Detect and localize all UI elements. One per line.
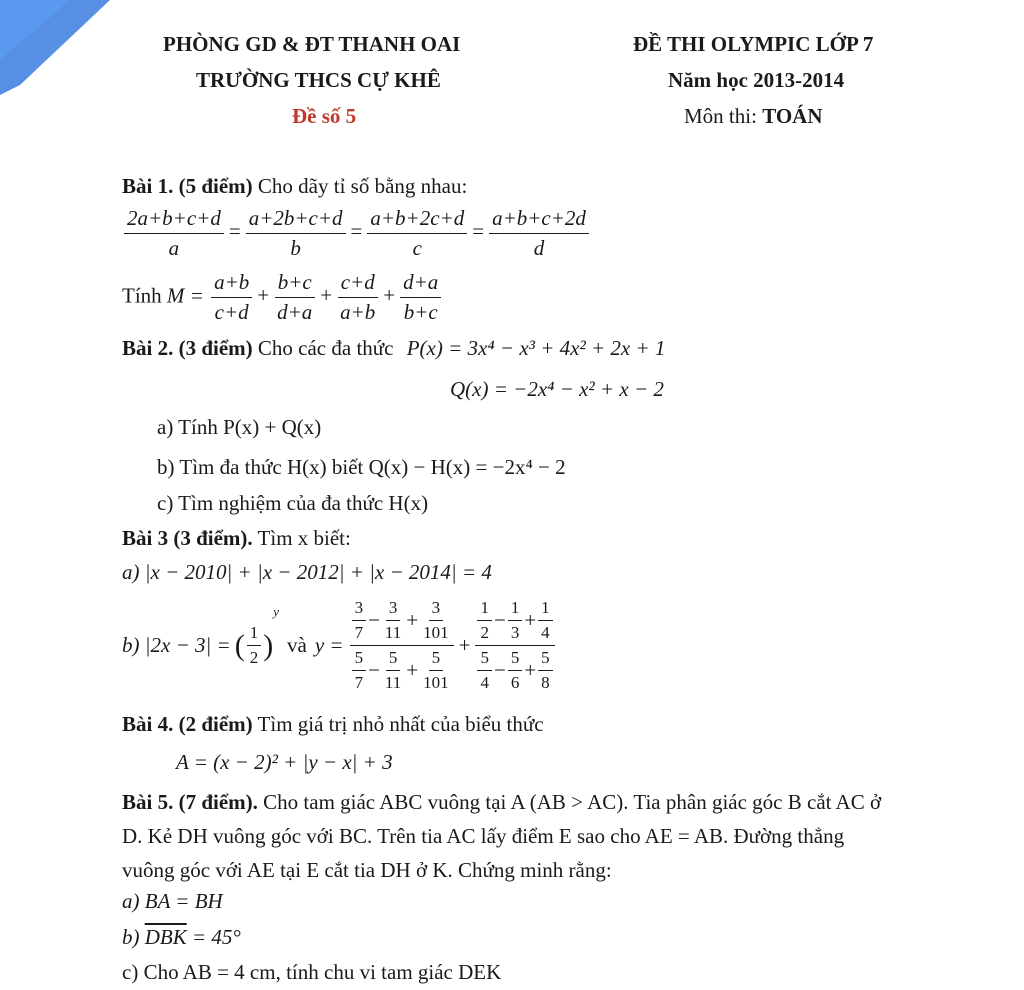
n: 5 [508,648,523,671]
part-b-rest: = 45° [186,925,241,949]
n: 1 [538,598,553,621]
compound-fraction-2: $\frac{1}{2}$ − $\frac{1}{3}$ + $\frac{1}{4}$ $\frac{5}{4}$ − $\frac{5}{6}$ + $\frac{5}{8}$ [475,598,554,693]
n: 3 [429,598,444,621]
school-dept: PHÒNG GD & ĐT THANH OAI [163,32,461,56]
bai3-part-a: a) |x − 2010| + |x − 2012| + |x − 2014| = 4 [122,560,492,584]
polynomial-q: Q(x) = −2x⁴ − x² + x − 2 [450,377,664,401]
bai3-heading [122,526,351,551]
bai2-title: Bài 2. (3 điểm) [122,336,253,360]
bai4-expression: A = (x − 2)² + |y − x| + 3 [176,750,393,774]
d: 7 [354,623,364,642]
frac-num: a+2b+c+d [246,206,346,234]
frac-num: a+b [211,270,252,298]
bai5-line3: vuông góc với AE tại E cắt tia DH ở K. Chứng minh rằng: [122,858,612,882]
d: 11 [384,623,402,642]
corner-decoration [0,0,130,100]
frac-den: d+a [277,300,313,324]
bai3-part-b: b) |2x − 3| = ( $\frac{1}{2}$ ) y và y = $\frac{3}{7}$ − $\frac{3}{11}$ + $\frac{3}{101}$ $\frac{5}{7}$ − $\frac{5}{11}$ + $\frac{5}{101}$ + $\frac{1}{2}$ − $\frac{1}{3}$ + $\frac{1}{4}$ $\frac{5}{4}$ − $\frac{5}{6}$ + $\frac{5}{8}$ [122,598,557,693]
n: 1 [477,598,492,621]
n: 3 [352,598,367,621]
frac-num: d+a [400,270,441,298]
compound-fraction-1: $\frac{3}{7}$ − $\frac{3}{11}$ + $\frac{3}{101}$ $\frac{5}{7}$ − $\frac{5}{11}$ + $\frac{5}{101}$ [350,598,454,693]
n: 5 [477,648,492,671]
d: 101 [423,673,449,692]
bai1-text: Cho dãy tỉ số bằng nhau: [252,174,468,198]
tinh-label: Tính [122,283,162,308]
m-label: M = [166,283,204,308]
d: 4 [480,673,489,692]
bai5-part-c: c) Cho AB = 4 cm, tính chu vi tam giác DEK [122,960,502,984]
frac-den: b+c [403,300,438,324]
bai4-title: Bài 4. (2 điểm) [122,712,253,736]
va-label: và [286,633,307,657]
bai5-line1 [122,790,881,815]
frac-den: c [412,236,422,260]
frac-num: 2a+b+c+d [124,206,224,234]
school-name: TRƯỜNG THCS CỰ KHÊ [196,68,441,92]
d: 101 [423,623,449,642]
half-den: 2 [249,648,259,667]
part-b-prefix: b) [122,925,145,949]
bai5-line2: D. Kẻ DH vuông góc với BC. Trên tia AC lấy điểm E sao cho AE = AB. Đường thẳng [122,824,845,848]
bai5-part-b [122,925,241,950]
bai2-heading [122,336,665,361]
d: 7 [354,673,364,692]
bai4-heading [122,712,544,737]
exam-number: Đề số 5 [292,104,357,128]
d: 3 [510,623,520,642]
bai2-part-b: b) Tìm đa thức H(x) biết Q(x) − H(x) = −2x⁴ − 2 [157,455,566,479]
subject [684,104,822,129]
y-label: y = [314,633,344,657]
d: 4 [541,623,550,642]
n: 1 [508,598,523,621]
frac-den: d [533,236,545,260]
frac-num: b+c [275,270,315,298]
n: 5 [386,648,401,671]
abs-eq: b) |2x − 3| = [122,633,231,657]
n: 3 [386,598,401,621]
exponent: y [273,604,279,619]
school-year: Năm học 2013-2014 [668,68,845,92]
n: 5 [352,648,367,671]
bai4-text: Tìm giá trị nhỏ nhất của biểu thức [252,712,544,736]
frac-num: a+b+c+2d [489,206,589,234]
exam-title: ĐỀ THI OLYMPIC LỚP 7 [633,32,874,56]
bai2-text: Cho các đa thức [252,336,394,360]
bai5-part-a: a) BA = BH [122,889,223,913]
d: 6 [510,673,520,692]
bai5-text-1: Cho tam giác ABC vuông tại A (AB > AC). Tia phân giác góc B cắt AC ở [257,790,882,814]
bai1-equation: $\frac{2a+b+c+d}{a}$ = $\frac{a+2b+c+d}{b}$ = $\frac{a+b+2c+d}{c}$ = $\frac{a+b+c+2d}{d}$ [122,206,591,261]
subject-label: Môn thi: [684,104,763,128]
frac-num: a+b+2c+d [367,206,467,234]
bai2-part-c: c) Tìm nghiệm của đa thức H(x) [157,491,429,515]
frac-den: a+b [340,300,376,324]
angle-dbk: $\overline{DBK}$ [144,925,187,949]
bai3-text: Tìm x biết: [252,526,351,550]
bai1-m-expression: Tính M = $\frac{a+b}{c+d}$ + $\frac{b+c}{d+a}$ + $\frac{c+d}{a+b}$ + $\frac{d+a}{b+c}$ [122,270,443,325]
frac-den: c+d [214,300,249,324]
frac-den: b [290,236,301,260]
n: 5 [429,648,444,671]
bai5-title: Bài 5. (7 điểm). [122,790,258,814]
n: 5 [538,648,553,671]
d: 11 [384,673,402,692]
d: 2 [480,623,489,642]
bai1-heading [122,174,467,199]
bai3-title: Bài 3 (3 điểm). [122,526,253,550]
bai2-part-a: a) Tính P(x) + Q(x) [157,415,322,439]
frac-den: a [168,236,180,260]
subject-value: TOÁN [762,104,823,128]
frac-num: c+d [338,270,378,298]
polynomial-p: P(x) = 3x⁴ − x³ + 4x² + 2x + 1 [406,336,666,360]
half-num: 1 [247,623,262,646]
d: 8 [541,673,550,692]
bai1-title: Bài 1. (5 điểm) [122,174,253,198]
